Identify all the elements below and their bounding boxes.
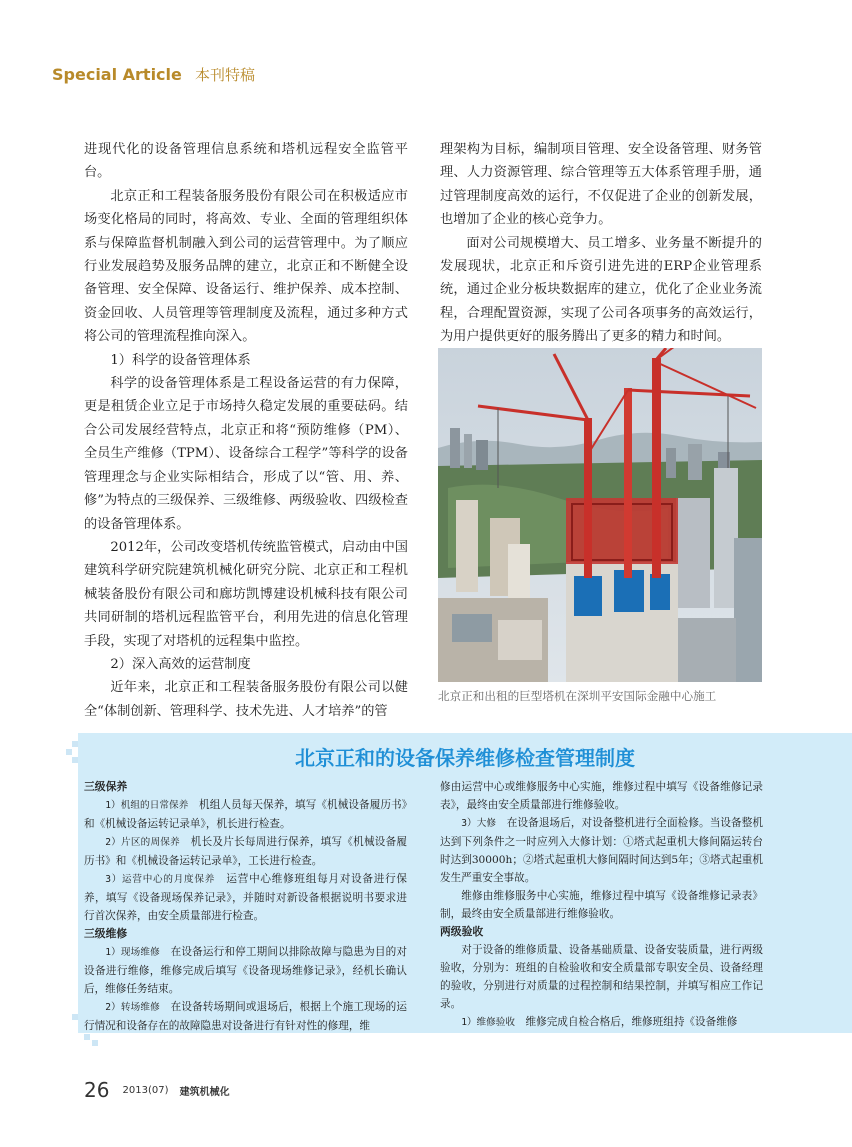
subheading: 1）科学的设备管理体系 — [110, 352, 251, 368]
section-heading: 三级维修 — [84, 927, 128, 940]
box-item — [440, 814, 763, 887]
box-paragraph: 维修由维修服务中心实施，维修过程中填写《设备维修记录表》制，最终由安全质量部进行维修验收。 — [440, 890, 763, 920]
paragraph: 进现代化的设备管理信息系统和塔机远程安全监管平台。 — [84, 142, 408, 181]
subheading: 2）深入高效的运营制度 — [110, 656, 251, 672]
magazine-name: 建筑机械化 — [179, 1086, 230, 1098]
info-box-right-column — [440, 778, 763, 1032]
right-text-column — [440, 138, 762, 349]
item-text: 在设备转场期间或退场后，根据上个施工现场的运行情况和设备存在的故障隐患对设备进行有针对性的修理，维 — [84, 1001, 408, 1032]
item-keyword: 1）现场维修 — [105, 947, 160, 958]
decor-square — [72, 1014, 78, 1020]
item-keyword: 2）转场维修 — [105, 1002, 160, 1013]
paragraph: 北京正和工程装备服务股份有限公司在积极适应市场变化格局的同时，将高效、专业、全面的管理组织体系与保障监督机制融入到公司的运营管理中。为了顺应行业发展趋势及服务品牌的建立，北京正和不断健全设备管理、安全保障、设备运行、维护保养、成本控制、资金回收、人员管理等管理制度及流程，通过多种方式将公司的管理流程推向深入。 — [84, 188, 408, 345]
item-text: 在设备退场后，对设备整机进行全面检修。当设备整机达到下列条件之一时应列入大修计划：①塔式起重机大修间隔运转台时达到30000h；②塔式起重机大修间隔时间达到5年；③塔式起重机发生严重安全事故。 — [440, 817, 764, 884]
paragraph: 面对公司规模增大、员工增多、业务量不断提升的发展现状，北京正和斥资引进先进的ERP企业管理系统，通过企业分板块数据库的建立，优化了企业业务流程，合理配置资源，实现了公司各项事务的高效运行，为用户提供更好的服务腾出了更多的精力和时间。 — [440, 235, 762, 345]
paragraph: 理架构为目标，编制项目管理、安全设备管理、财务管理、人力资源管理、综合管理等五大体系管理手册，通过管理制度高效的运行，不仅促进了企业的创新发展，也增加了企业的核心竞争力。 — [440, 142, 762, 228]
tower-crane-photo — [438, 348, 762, 682]
section-heading: 两级验收 — [440, 925, 484, 938]
box-item — [84, 943, 407, 998]
item-keyword: 3）运营中心的月度保养 — [105, 874, 216, 885]
box-paragraph: 对于设备的维修质量、设备基础质量、设备安装质量，进行两级验收，分别为：班组的自检验收和安全质量部专职安全员、设备经理的验收，分别进行对质量的过程控制和结果控制，并填写相应工作记录。 — [440, 944, 763, 1010]
item-keyword: 3）大修 — [461, 818, 497, 829]
page-number: 26 — [84, 1078, 110, 1102]
box-item — [84, 870, 407, 925]
photo-illustration — [438, 348, 762, 682]
info-box-title: 北京正和的设备保养维修检查管理制度 — [295, 746, 635, 770]
box-item — [440, 1013, 763, 1032]
item-text: 维修完成自检合格后，维修班组持《设备维修 — [525, 1016, 738, 1028]
running-header — [52, 64, 255, 85]
left-text-column — [84, 138, 408, 723]
decor-square — [66, 749, 72, 755]
paragraph: 2012年，公司改变塔机传统监管模式，启动由中国建筑科学研究院建筑机械化研究分院、北京正和工程机械装备股份有限公司和廊坊凯博建设机械科技有限公司共同研制的塔机远程监管平台，利用先进的信息化管理手段，实现了对塔机的远程集中监控。 — [84, 539, 408, 649]
item-text: 机组人员每天保养，填写《机械设备履历书》和《机械设备运转记录单》，机长进行检查。 — [84, 799, 408, 830]
item-keyword: 1）维修验收 — [461, 1017, 515, 1028]
item-text: 在设备运行和停工期间以排除故障与隐患为目的对设备进行维修，维修完成后填写《设备现场维修记录》，经机长确认后，维修任务结束。 — [84, 946, 408, 995]
item-text: 运营中心维修班组每月对设备进行保养，填写《设备现场保养记录》，并随时对新设备根据说明书要求进行首次保养，由安全质量部进行检查。 — [84, 873, 408, 922]
issue-label: 2013(07) — [122, 1084, 169, 1096]
photo-caption: 北京正和出租的巨型塔机在深圳平安国际金融中心施工 — [438, 689, 717, 703]
header-chinese: 本刊特稿 — [194, 66, 255, 84]
box-item — [84, 833, 407, 870]
section-heading: 三级保养 — [84, 780, 128, 793]
info-box-left-column — [84, 778, 407, 1035]
header-english: Special Article — [52, 65, 182, 84]
paragraph: 近年来，北京正和工程装备服务股份有限公司以健全“体制创新、管理科学、技术先进、人才培养”的管 — [84, 680, 408, 719]
decor-square — [92, 1040, 98, 1046]
box-item — [84, 998, 407, 1035]
box-paragraph: 修由运营中心或维修服务中心实施，维修过程中填写《设备维修记录表》，最终由安全质量部进行维修验收。 — [440, 781, 763, 811]
item-text: 机长及片长每周进行保养，填写《机械设备履历书》和《机械设备运转记录单》，工长进行检查。 — [84, 836, 408, 867]
box-item — [84, 796, 407, 833]
item-keyword: 1）机组的日常保养 — [105, 800, 189, 811]
page-footer — [84, 1078, 230, 1102]
item-keyword: 2）片区的周保养 — [105, 837, 180, 848]
paragraph: 科学的设备管理体系是工程设备运营的有力保障，更是租赁企业立足于市场持久稳定发展的重要砝码。结合公司发展经营特点，北京正和将“预防维修（PM）、全员生产维修（TPM）、设备综合工程学”等科学的设备管理理念与企业实际相结合，形成了以“管、用、养、修”为特点的三级保养、三级维修、两级验收、四级检查的设备管理体系。 — [84, 376, 408, 532]
